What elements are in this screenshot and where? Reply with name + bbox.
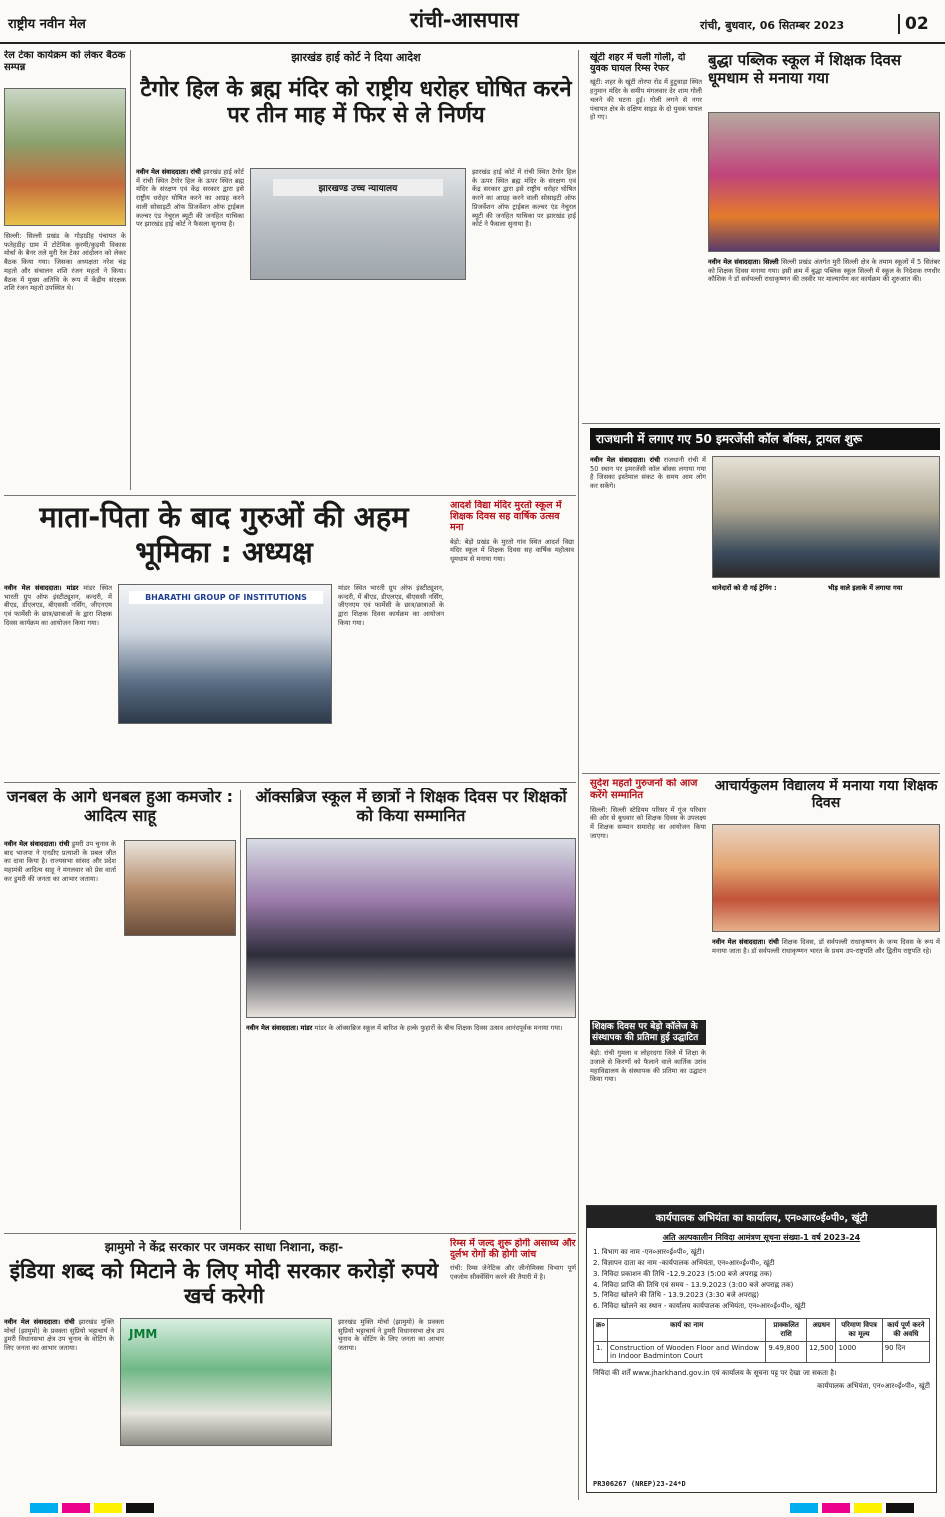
edition-date: रांची, बुधवार, 06 सितम्बर 2023 bbox=[700, 19, 845, 32]
story-headline: जनबल के आगे धनबल हुआ कमजोर : आदित्य साहू bbox=[6, 788, 234, 825]
court-story bbox=[136, 50, 576, 490]
color-bar-cyan bbox=[30, 1503, 58, 1513]
subhead: भीड़ वाले इलाके में लगाया गया bbox=[828, 584, 903, 592]
ad-signature: कार्यपालक अभियंता, एन०आर०ई०पी०, खूंटी bbox=[817, 1382, 930, 1391]
story-body: नवीन मेल संवाददाता। रांची राजधानी रांची में 50 स्थान पर इमरजेंसी कॉल बॉक्स लगाया गया है जिसका इस्तेमाल संकट के समय आम लोग कर सकेंगे। bbox=[590, 456, 706, 491]
story-headline: खूंटी शहर में चली गोली, दो युवक घायल रिम्स रेफर bbox=[590, 52, 686, 75]
school-event-photo bbox=[246, 838, 576, 1018]
jmm-logo: JMM bbox=[129, 1327, 158, 1341]
students-photo bbox=[712, 824, 940, 932]
ad-pr-number: PR306267 (NREP)23-24*D bbox=[593, 1480, 686, 1488]
color-bar-yellow bbox=[854, 1503, 882, 1513]
ad-table-wrap bbox=[587, 1312, 936, 1369]
callbox-photo bbox=[712, 456, 940, 578]
bedo-story bbox=[590, 1020, 706, 1198]
story-body-continued: मांडर स्थित भारती ग्रुप ऑफ इंस्टीट्यूशन, कन्दरी, में बीएड, डीएलएड, बीएससी नर्सिंग, जीएनएम एवं फार्मेसी के छात्र/छात्राओं के द्वारा शिक्षक दिवस कार्यक्रम का आयोजन किया गया। bbox=[338, 584, 444, 627]
oxbridge-story bbox=[246, 788, 576, 1228]
table-header-row: क्र० कार्य का नाम प्राक्कलित राशि अग्रधन परिमाण विपत्र का मूल्य कार्य पूर्ण करने की अवधि bbox=[594, 1319, 930, 1342]
brief-headline: रेल टेका कार्यक्रम को लेकर बैठक सम्पन्न bbox=[4, 50, 126, 73]
sudesh-story bbox=[590, 778, 706, 1016]
ad-row: 6. निविदा खोलने का स्थान - कार्यालय कार्यपालक अभियंता, एन०आर०ई०पी०, खूंटी bbox=[593, 1302, 806, 1311]
buddha-school-story bbox=[708, 52, 940, 420]
story-body: नवीन मेल संवाददाता। सिल्ली सिल्ली प्रखंड अंतर्गत मुरी सिल्ली क्षेत्र के तमाम स्कूलों में 5 सितंबर को शिक्षक दिवस मनाया गया। इसी क्रम में बुद्धा पब्लिक स्कूल सिल्ली में स्कूल के निदेशक रणधीर कौशिक ने डॉ सर्वपल्ली राधाकृष्णन की तस्वीर पर माल्यार्पण कर कार्यक्रम की शुरुआत की। bbox=[708, 258, 940, 284]
story-headline: टैगोर हिल के ब्रह्म मंदिर को राष्ट्रीय धरोहर घोषित करने पर तीन माह में फिर से ले निर्णय bbox=[140, 77, 572, 128]
page-number: 02 bbox=[898, 14, 929, 34]
color-bar-yellow bbox=[94, 1503, 122, 1513]
jmm-story bbox=[4, 1238, 444, 1500]
ad-row: 4. निविदा प्राप्ति की तिथि एवं समय - 13.9.2023 (3:00 बजे अपराह्न तक) bbox=[593, 1280, 794, 1289]
column-rule bbox=[240, 790, 241, 1230]
story-body: नवीन मेल संवाददाता। मांडर मांडर के ऑक्सब्रिज स्कूल में बारिश के हल्के फुहारों के बीच शिक्षक दिवस उत्सव आनंदपूर्वक मनाया गया। bbox=[246, 1024, 563, 1032]
color-bar-black bbox=[886, 1503, 914, 1513]
story-body-continued bbox=[712, 584, 822, 768]
tender-table bbox=[593, 1318, 930, 1363]
story-headline: आदर्श विद्या मंदिर मुरतो स्कूल में शिक्षक दिवस सह वार्षिक उत्सव मना bbox=[450, 500, 562, 534]
khunti-story bbox=[590, 52, 702, 420]
story-body-continued: झारखंड हाई कोर्ट में रांची स्थित टैगोर हिल के ऊपर स्थित ब्रह्म मंदिर के संरक्षण एवं केंद्र सरकार द्वारा इसे राष्ट्रीय धरोहर घोषित करने का आग्रह करने वाली सोसाइटी ऑफ प्रिजर्वेशन ऑफ ट्राईबल कल्चर एंड नेचुरल ब्यूटी की जनहित याचिका पर झारखंड हाई कोर्ट ने फैसला सुनाया है। bbox=[472, 168, 576, 229]
newspaper-logo: राष्ट्रीय नवीन मेल bbox=[8, 17, 86, 32]
callbox-story bbox=[590, 428, 940, 770]
college-banner: BHARATHI GROUP OF INSTITUTIONS bbox=[129, 591, 323, 604]
story-headline: आचार्यकुलम विद्यालय में मनाया गया शिक्षक दिवस bbox=[714, 778, 938, 811]
story-body-continued bbox=[828, 584, 940, 768]
guru-story bbox=[4, 500, 444, 780]
story-body: रांची: रिम्स जेनेटिक और जीनोमिक्स विभाग पूर्ण एक्जोम सीक्वेंसिंग करने की तैयारी में है। bbox=[450, 1264, 576, 1282]
section-rule bbox=[582, 423, 940, 424]
leader-photo bbox=[124, 840, 236, 936]
teachers-photo bbox=[708, 112, 940, 252]
story-body: नवीन मेल संवाददाता। रांची डुमरी उप चुनाव के बाद भाजपा ने एनडीए प्रत्याशी के प्रबल जीत का दावा किया है। राज्यसभा सांसद और प्रदेश महामंत्री आदित्य साहू ने मंगलवार को प्रेस वार्ता कर डुमरी की जनता का आभार जताया। bbox=[4, 840, 116, 883]
ad-title: कार्यपालक अभियंता का कार्यालय, एन०आर०ई०पी०, खूंटी bbox=[587, 1206, 936, 1228]
ad-notice: अति अल्पकालीन निविदा आमंत्रण सूचना संख्या-1 वर्ष 2023-24 bbox=[662, 1233, 861, 1242]
story-body: नवीन मेल संवाददाता। रांची झारखंड मुक्ति मोर्चा (झामुमो) के प्रवक्ता सुप्रियो भट्टाचार्य ने डुमरी विधानसभा क्षेत्र उप चुनाव के वोटिंग के लिए जनता का आभार जताया। bbox=[4, 1318, 114, 1353]
court-sign: झारखण्ड उच्च न्यायालय bbox=[273, 179, 443, 196]
rally-photo bbox=[4, 88, 126, 226]
table-row: 1. Construction of Wooden Floor and Window in Indoor Badminton Court 9.49,800 12,500 1000 90 दिन bbox=[594, 1342, 930, 1363]
subhead: थानेदारों को दी गई ट्रेनिंग : bbox=[712, 584, 777, 592]
ad-footer: निविदा की शर्तें www.jharkhand.gov.in एवं कार्यालय के सूचना पट्ट पर देखा जा सकता है। bbox=[593, 1369, 837, 1378]
rims-story bbox=[450, 1238, 576, 1498]
color-bar-magenta bbox=[822, 1503, 850, 1513]
ad-row: 1. विभाग का नाम -एन०आर०ई०पी०, खूंटी। bbox=[593, 1248, 705, 1256]
story-headline: शिक्षक दिवस पर बेड़ो कॉलेज के संस्थापक की प्रतिमा हुई उद्घाटित bbox=[590, 1020, 706, 1045]
story-body: खूंटी: शहर के खूंटी तोरपा रोड में हुटुवाड़ा स्थित हनुमान मंदिर के समीप मंगलवार देर शाम गोली चलने की घटना हुई। गोली लगने से नगर पंचायत क्षेत्र के दक्षिण साइड के दो युवक घायल हो गए। bbox=[590, 78, 702, 122]
column-rule bbox=[130, 50, 131, 490]
court-photo bbox=[250, 168, 466, 280]
ad-details bbox=[587, 1247, 936, 1312]
story-headline: माता-पिता के बाद गुरुओं की अहम भूमिका : अध्यक्ष bbox=[39, 500, 409, 569]
story-headline: राजधानी में लगाए गए 50 इमरजेंसी कॉल बॉक्स, ट्रायल शुरू bbox=[590, 428, 940, 450]
story-headline: इंडिया शब्द को मिटाने के लिए मोदी सरकार करोड़ों रुपये खर्च करेगी bbox=[9, 1259, 439, 1308]
column-rule bbox=[578, 50, 579, 1500]
story-kicker: झामुमो ने केंद्र सरकार पर जमकर साधा निशाना, कहा- bbox=[104, 1240, 344, 1254]
story-body-continued: झारखंड मुक्ति मोर्चा (झामुमो) के प्रवक्ता सुप्रियो भट्टाचार्य ने डुमरी विधानसभा क्षेत्र उप चुनाव के वोटिंग के लिए जनता का आभार जताया। bbox=[338, 1318, 444, 1353]
ad-row: 3. निविदा प्रकाशन की तिथि -12.9.2023 (5:00 बजे अपराह्न तक) bbox=[593, 1269, 772, 1278]
color-bar-black bbox=[126, 1503, 154, 1513]
section-rule bbox=[4, 495, 576, 496]
left-brief bbox=[4, 50, 126, 490]
story-body: नवीन मेल संवाददाता। मांडर मांडर स्थित भारती ग्रुप ऑफ इंस्टीट्यूशन, कन्दरी, में बीएड, डीएलएड, बीएससी नर्सिंग, जीएनएम एवं फार्मेसी के छात्र/छात्राओं के द्वारा शिक्षक दिवस कार्यक्रम का आयोजन किया गया। bbox=[4, 584, 112, 627]
section-rule bbox=[4, 1233, 576, 1234]
section-rule bbox=[582, 773, 940, 774]
adarsh-story bbox=[450, 500, 574, 780]
section-rule bbox=[4, 782, 576, 783]
story-body: सिल्ली: सिल्ली स्टेडियम परिसर में गूंज परिवार की ओर से बुधवार को शिक्षक दिवस के उपलक्ष्य में शिक्षक सम्मान समारोह का आयोजन किया जाएगा। bbox=[590, 805, 706, 840]
press-conference-photo bbox=[120, 1318, 332, 1446]
masthead bbox=[0, 0, 945, 44]
color-bar-magenta bbox=[62, 1503, 90, 1513]
section-title: रांची-आसपास bbox=[410, 8, 519, 32]
story-headline: सुदेश महतो गुरुजनों को आज करेंगे सम्मानित bbox=[590, 778, 698, 801]
story-kicker: झारखंड हाई कोर्ट ने दिया आदेश bbox=[291, 51, 421, 64]
story-body: बेड़ो: रांची गुमला व लोहरदगा जिले में शिक्षा के उजाले से किरणों को फैलाने वाले कार्तिक उरांव महाविद्यालय के संस्थापक की प्रतिमा का उद्घाटन किया गया। bbox=[590, 1049, 706, 1084]
story-headline: रिम्स में जल्द शुरू होगी असाध्य और दुर्लभ रोगों की होगी जांच bbox=[450, 1238, 576, 1261]
ad-row: 5. निविदा खोलने की तिथि - 13.9.2023 (3:30 बजे अपराह्न) bbox=[593, 1291, 759, 1300]
college-photo bbox=[118, 584, 332, 724]
tender-advertisement bbox=[586, 1205, 937, 1493]
dhanbal-story bbox=[4, 788, 236, 1228]
acharya-story bbox=[712, 778, 940, 1198]
brief-body: सिल्ली: सिल्ली प्रखंड के गोड़ाडीह पंचायत के फतेहडीह ग्राम में टोटेमिक कुरमी/कुड़मी विकास मोर्चा के बैनर तले मुरी रेल टेका आंदोलन को लेकर बैठक किया गया। जिसका अध्यक्षता नरेश चंद्र महतो और संचालन शशि रंजन महतो ने किया। बैठक में मुख्य अतिथि के रूप में केंद्रीय संरक्षक शशि रंजन महतो उपस्थित थे। bbox=[4, 232, 126, 293]
story-body: नवीन मेल संवाददाता। रांची झारखंड हाई कोर्ट में रांची स्थित टैगोर हिल के ऊपर स्थित ब्रह्म मंदिर के संरक्षण एवं केंद्र सरकार द्वारा इसे राष्ट्रीय धरोहर घोषित करने का आग्रह करने वाली सोसाइटी ऑफ प्रिजर्वेशन ऑफ ट्राईबल कल्चर एंड नेचुरल ब्यूटी की जनहित याचिका पर झारखंड हाई कोर्ट ने फैसला सुनाया है। bbox=[136, 168, 244, 229]
story-body: नवीन मेल संवाददाता। रांची शिक्षक दिवस, डॉ सर्वपल्ली राधाकृष्णन के जन्म दिवस के रूप में मनाया जाता है। डॉ सर्वपल्ली राधाकृष्णन भारत के प्रथम उप-राष्ट्रपति और द्वितीय राष्ट्रपति रहे। bbox=[712, 938, 940, 955]
story-headline: ऑक्सब्रिज स्कूल में छात्रों ने शिक्षक दिवस पर शिक्षकों को किया सम्मानित bbox=[255, 788, 567, 825]
ad-row: 2. विज्ञापन दाता का नाम -कार्यपालक अभियंता, एन०आर०ई०पी०, खूंटी bbox=[593, 1258, 775, 1267]
color-bar-cyan bbox=[790, 1503, 818, 1513]
story-headline: बुद्धा पब्लिक स्कूल में शिक्षक दिवस धूमधाम से मनाया गया bbox=[708, 52, 902, 87]
story-body: बेड़ो: बेड़ो प्रखंड के मुरतो गांव स्थित आदर्श विद्या मंदिर स्कूल में शिक्षक दिवस सह वार्षिक महोत्सव धूमधाम से मनाया गया। bbox=[450, 537, 574, 564]
